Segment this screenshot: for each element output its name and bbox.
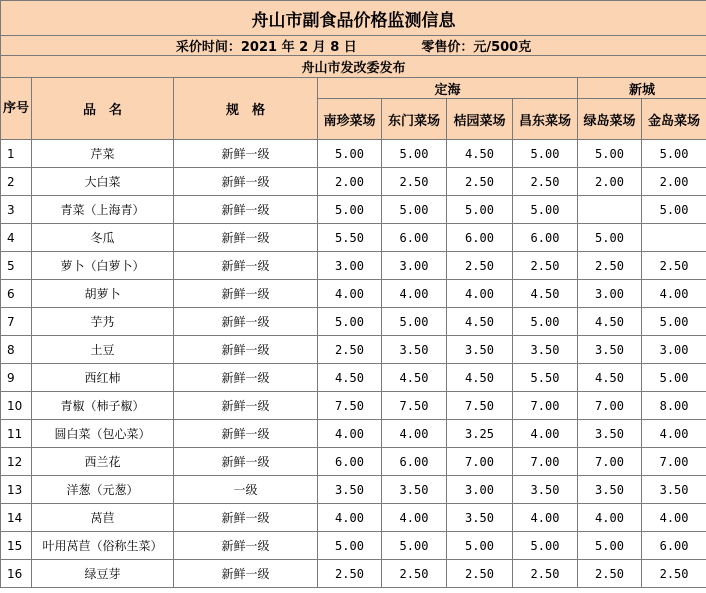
price-cell: 8.00 (642, 392, 706, 420)
price-cell: 6.00 (318, 448, 382, 476)
price-cell: 2.50 (447, 252, 513, 280)
product-name: 芋艿 (32, 308, 174, 336)
price-cell: 5.00 (447, 196, 513, 224)
price-cell: 7.00 (447, 448, 513, 476)
row-index: 12 (1, 448, 32, 476)
header-market: 绿岛菜场 (578, 99, 642, 140)
row-index: 5 (1, 252, 32, 280)
price-cell: 5.50 (318, 224, 382, 252)
price-cell: 5.00 (447, 532, 513, 560)
table-row (1, 560, 706, 588)
price-cell: 3.25 (447, 420, 513, 448)
price-cell: 5.00 (318, 532, 382, 560)
price-cell: 2.00 (578, 168, 642, 196)
price-cell: 3.50 (318, 476, 382, 504)
header-market: 南珍菜场 (318, 99, 382, 140)
price-cell: 4.50 (578, 364, 642, 392)
row-index: 7 (1, 308, 32, 336)
price-cell: 2.50 (642, 560, 706, 588)
table-row (1, 532, 706, 560)
product-name: 青菜（上海青） (32, 196, 174, 224)
price-cell: 4.50 (578, 308, 642, 336)
price-cell: 4.50 (382, 364, 447, 392)
price-cell: 2.50 (382, 168, 447, 196)
info-row (1, 36, 706, 56)
price-cell: 5.00 (642, 308, 706, 336)
price-cell: 3.50 (447, 336, 513, 364)
table-row (1, 392, 706, 420)
price-cell: 3.50 (513, 476, 578, 504)
price-cell: 4.00 (318, 280, 382, 308)
product-name: 大白菜 (32, 168, 174, 196)
row-index: 8 (1, 336, 32, 364)
price-cell: 5.00 (382, 140, 447, 168)
price-cell: 4.00 (642, 420, 706, 448)
product-spec: 新鲜一级 (174, 364, 318, 392)
price-cell: 6.00 (642, 532, 706, 560)
header-index: 序号 (1, 78, 32, 140)
price-cell: 2.50 (513, 252, 578, 280)
price-cell: 4.00 (447, 280, 513, 308)
price-cell: 5.00 (578, 532, 642, 560)
price-cell: 6.00 (382, 224, 447, 252)
price-cell: 4.00 (382, 280, 447, 308)
price-cell: 3.50 (578, 336, 642, 364)
price-cell: 3.50 (382, 336, 447, 364)
price-cell: 7.50 (318, 392, 382, 420)
product-name: 胡萝卜 (32, 280, 174, 308)
price-cell: 4.00 (382, 504, 447, 532)
price-cell: 3.00 (447, 476, 513, 504)
price-cell (578, 196, 642, 224)
price-cell: 2.00 (642, 168, 706, 196)
price-cell: 6.00 (382, 448, 447, 476)
price-cell: 5.00 (578, 224, 642, 252)
product-name: 萝卜（白萝卜） (32, 252, 174, 280)
price-cell: 7.00 (513, 392, 578, 420)
price-cell: 5.00 (382, 196, 447, 224)
price-cell: 2.50 (447, 168, 513, 196)
row-index: 1 (1, 140, 32, 168)
price-cell: 5.00 (513, 196, 578, 224)
product-name: 莴苣 (32, 504, 174, 532)
price-cell: 4.00 (578, 504, 642, 532)
product-spec: 新鲜一级 (174, 392, 318, 420)
table-row (1, 224, 706, 252)
price-cell: 2.50 (382, 560, 447, 588)
price-cell: 2.00 (318, 168, 382, 196)
header-spec: 规 格 (174, 78, 318, 140)
product-name: 洋葱（元葱） (32, 476, 174, 504)
price-cell: 5.00 (382, 532, 447, 560)
price-cell: 3.50 (513, 336, 578, 364)
product-spec: 新鲜一级 (174, 504, 318, 532)
price-cell: 6.00 (513, 224, 578, 252)
product-name: 西红柿 (32, 364, 174, 392)
price-cell: 3.00 (382, 252, 447, 280)
price-cell: 5.00 (642, 364, 706, 392)
price-cell: 3.00 (642, 336, 706, 364)
price-cell: 4.00 (318, 420, 382, 448)
table-row (1, 280, 706, 308)
price-cell: 3.00 (318, 252, 382, 280)
header-group-dinghai: 定海 (318, 78, 578, 99)
price-cell: 5.00 (513, 140, 578, 168)
header-market: 昌东菜场 (513, 99, 578, 140)
row-index: 9 (1, 364, 32, 392)
product-spec: 新鲜一级 (174, 280, 318, 308)
product-name: 青椒（柿子椒） (32, 392, 174, 420)
price-cell: 7.00 (578, 392, 642, 420)
product-spec: 新鲜一级 (174, 196, 318, 224)
row-index: 14 (1, 504, 32, 532)
price-cell: 3.50 (578, 420, 642, 448)
price-cell: 5.50 (513, 364, 578, 392)
price-cell: 7.50 (382, 392, 447, 420)
product-spec: 新鲜一级 (174, 560, 318, 588)
row-index: 3 (1, 196, 32, 224)
price-cell: 4.00 (513, 504, 578, 532)
product-spec: 新鲜一级 (174, 168, 318, 196)
header-market: 桔园菜场 (447, 99, 513, 140)
header-market: 东门菜场 (382, 99, 447, 140)
table-row (1, 336, 706, 364)
price-cell: 3.50 (578, 476, 642, 504)
header-market: 金岛菜场 (642, 99, 706, 140)
row-index: 6 (1, 280, 32, 308)
table-row (1, 308, 706, 336)
price-cell: 2.50 (513, 560, 578, 588)
row-index: 13 (1, 476, 32, 504)
header-name: 品 名 (32, 78, 174, 140)
row-index: 15 (1, 532, 32, 560)
page-title: 舟山市副食品价格监测信息 (1, 1, 706, 36)
price-cell: 4.00 (382, 420, 447, 448)
price-cell: 5.00 (513, 308, 578, 336)
product-spec: 新鲜一级 (174, 140, 318, 168)
row-index: 16 (1, 560, 32, 588)
product-spec: 新鲜一级 (174, 420, 318, 448)
price-cell: 5.00 (642, 140, 706, 168)
price-cell: 3.50 (642, 476, 706, 504)
table-row (1, 252, 706, 280)
product-name: 西兰花 (32, 448, 174, 476)
price-cell: 4.50 (513, 280, 578, 308)
price-cell: 7.50 (447, 392, 513, 420)
price-date: 采价时间：2021 年 2 月 8 日 (175, 40, 357, 55)
price-cell: 4.50 (447, 364, 513, 392)
product-spec: 新鲜一级 (174, 308, 318, 336)
table-row (1, 476, 706, 504)
price-cell: 4.00 (513, 420, 578, 448)
publisher: 舟山市发改委发布 (1, 56, 706, 78)
price-unit: 零售价：元/500克 (421, 40, 532, 55)
table-row (1, 420, 706, 448)
table-row (1, 196, 706, 224)
row-index: 10 (1, 392, 32, 420)
row-index: 4 (1, 224, 32, 252)
price-cell: 5.00 (318, 196, 382, 224)
product-name: 芹菜 (32, 140, 174, 168)
product-spec: 新鲜一级 (174, 336, 318, 364)
price-cell: 2.50 (318, 560, 382, 588)
price-cell (642, 224, 706, 252)
price-cell: 4.00 (642, 504, 706, 532)
table-row (1, 140, 706, 168)
price-cell: 7.00 (513, 448, 578, 476)
price-cell: 2.50 (447, 560, 513, 588)
price-cell: 2.50 (642, 252, 706, 280)
price-cell: 7.00 (642, 448, 706, 476)
price-cell: 5.00 (642, 196, 706, 224)
product-name: 冬瓜 (32, 224, 174, 252)
price-cell: 2.50 (578, 252, 642, 280)
table-row (1, 448, 706, 476)
price-cell: 6.00 (447, 224, 513, 252)
price-cell: 5.00 (513, 532, 578, 560)
product-spec: 新鲜一级 (174, 448, 318, 476)
product-spec: 一级 (174, 476, 318, 504)
table-row (1, 504, 706, 532)
price-cell: 3.50 (447, 504, 513, 532)
price-cell: 5.00 (318, 140, 382, 168)
table-row (1, 168, 706, 196)
row-index: 11 (1, 420, 32, 448)
price-cell: 3.50 (382, 476, 447, 504)
price-cell: 4.50 (318, 364, 382, 392)
price-cell: 5.00 (318, 308, 382, 336)
price-cell: 5.00 (578, 140, 642, 168)
product-spec: 新鲜一级 (174, 252, 318, 280)
price-cell: 4.00 (642, 280, 706, 308)
price-cell: 3.00 (578, 280, 642, 308)
product-name: 土豆 (32, 336, 174, 364)
price-cell: 5.00 (382, 308, 447, 336)
header-group-xincheng: 新城 (578, 78, 706, 99)
product-name: 圆白菜（包心菜） (32, 420, 174, 448)
product-spec: 新鲜一级 (174, 224, 318, 252)
table-row (1, 364, 706, 392)
price-cell: 4.00 (318, 504, 382, 532)
price-cell: 2.50 (513, 168, 578, 196)
row-index: 2 (1, 168, 32, 196)
price-cell: 7.00 (578, 448, 642, 476)
price-cell: 4.50 (447, 140, 513, 168)
price-cell: 2.50 (578, 560, 642, 588)
product-name: 绿豆芽 (32, 560, 174, 588)
price-cell: 2.50 (318, 336, 382, 364)
price-cell: 4.50 (447, 308, 513, 336)
product-spec: 新鲜一级 (174, 532, 318, 560)
product-name: 叶用莴苣（俗称生菜） (32, 532, 174, 560)
